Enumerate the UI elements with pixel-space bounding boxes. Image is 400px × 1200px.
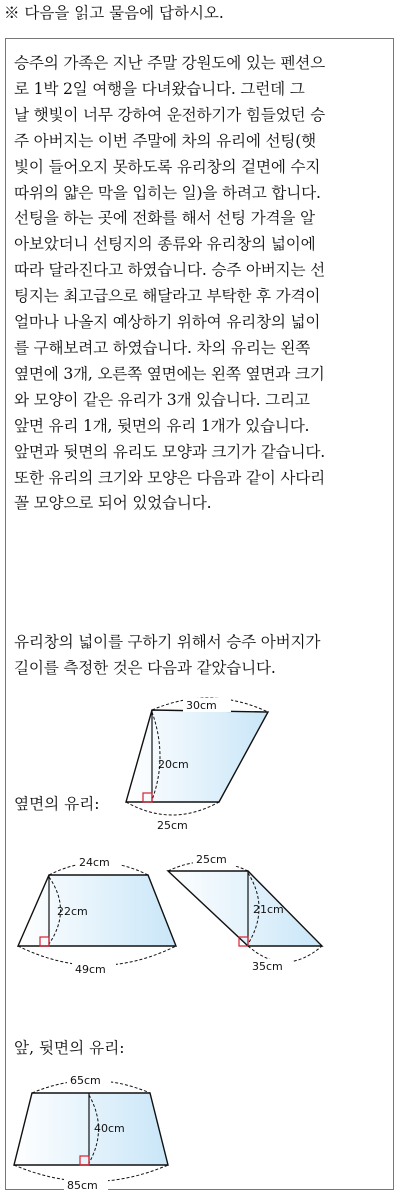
dimension-label-bottom: 49cm [75,963,106,976]
passage-line: 와 모양이 같은 유리가 3개 있습니다. 그리고 [14,390,310,409]
passage-line: 유리창의 넓이를 구하기 위해서 승주 아버지가 [14,633,321,651]
instruction-text: ※ 다음을 읽고 물음에 답하시오. [4,4,224,22]
passage-line: 옆면에 3개, 오른쪽 옆면에는 왼쪽 옆면과 크기 [14,364,325,383]
passage-line: 날 햇빛이 너무 강하여 운전하기가 힘들었던 승 [14,105,325,124]
dimension-label-height: 40cm [94,1122,125,1135]
dimension-label-height: 21cm [253,903,284,916]
passage-line: 꼴 모양으로 되어 있었습니다. [14,494,212,513]
dimension-label-bottom: 35cm [252,960,283,973]
dimension-label-top: 30cm [186,699,217,712]
passage-line: 아보았더니 선팅지의 종류와 유리창의 넓이에 [14,235,316,254]
passage-line: 를 구해보려고 하였습니다. 차의 유리는 왼쪽 [14,338,311,357]
passage-line: 선팅을 하는 곳에 전화를 해서 선팅 가격을 알 [14,209,315,228]
dimension-label-bottom: 85cm [67,1179,98,1192]
dimension-label-top: 65cm [70,1074,101,1087]
trapezoid-shape [14,1093,168,1165]
passage-line: 길이를 측정한 것은 다음과 같았습니다. [14,658,276,677]
front-back-glass-label: 앞, 뒷면의 유리: [14,1039,125,1057]
dimension-label-top: 25cm [196,853,227,866]
passage-line: 따위의 얇은 막을 입히는 일)을 하려고 합니다. [14,183,321,202]
passage-line: 따라 달라진다고 하였습니다. 승주 아버지는 선 [14,261,325,280]
passage-line: 승주의 가족은 지난 주말 강원도에 있는 펜션으 [14,54,325,72]
dimension-label-bottom: 25cm [157,819,188,832]
passage-line: 또한 유리의 크기와 모양은 다음과 같이 사다리 [14,468,325,487]
passage-line: 빛이 들어오지 못하도록 유리창의 겉면에 수지 [14,157,321,176]
bottom-arc [126,802,219,815]
trapezoid-shape [18,875,176,946]
dimension-label-top: 24cm [79,856,110,869]
passage-line: 앞면과 뒷면의 유리도 모양과 크기가 같습니다. [14,442,325,461]
passage-line: 주 아버지는 이번 주말에 차의 유리에 선팅(햇 [14,131,316,150]
dimension-label-height: 22cm [57,905,88,918]
passage-line: 얼마나 나올지 예상하기 위하여 유리창의 넓이 [14,313,321,332]
passage-line: 로 1박 2일 여행을 다녀왔습니다. 그런데 그 [14,79,305,98]
trapezoid-shape [168,871,322,946]
passage-line: 앞면 유리 1개, 뒷면의 유리 1개가 있습니다. [14,416,310,435]
dimension-label-height: 20cm [158,758,189,771]
side-glass-label: 옆면의 유리: [14,795,100,813]
passage-line: 팅지는 최고급으로 해달라고 부탁한 후 가격이 [14,287,321,306]
trapezoid-shape [126,710,268,802]
